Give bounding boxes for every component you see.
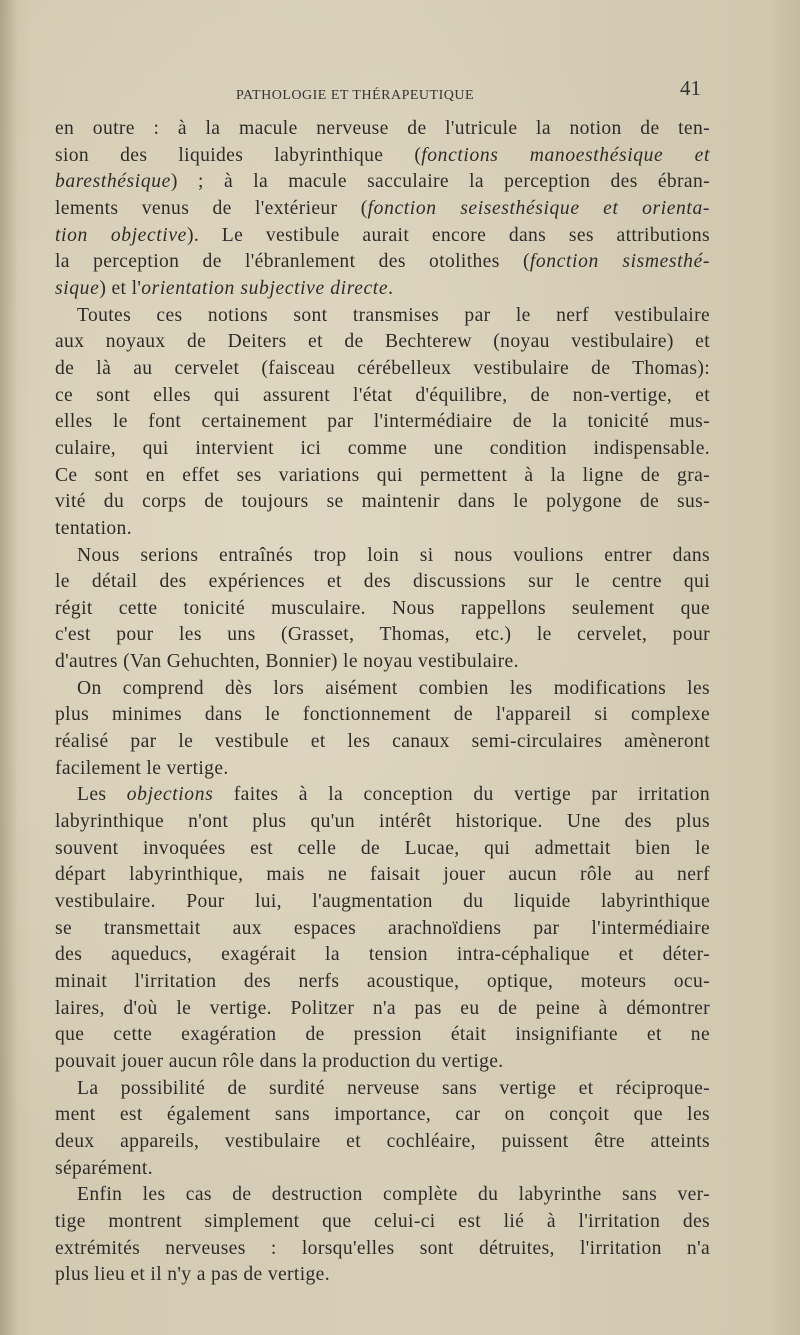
text-line: minait l'irritation des nerfs acoustique, optique, moteurs ocu- [55, 971, 710, 992]
italic-term: orientation subjective directe [141, 277, 389, 299]
text-line: d'autres (Van Gehuchten, Bonnier) le noyau vestibulaire. [55, 651, 519, 673]
text-line: ce sont elles qui assurent l'état d'équilibre, de non-vertige, et [55, 384, 710, 406]
text-line: aux noyaux de Deiters et de Bechterew (noyau vestibulaire) et [55, 331, 710, 353]
text-line: que cette exagération de pression était insignifiante et ne [55, 1024, 710, 1046]
body-text [55, 116, 710, 1289]
italic-term: fonction sismesthé- [529, 251, 710, 273]
text-line: plus minimes dans le fonctionnement de l'appareil si complexe [55, 704, 710, 726]
text-line: tige montrent simplement que celui-ci est lié à l'irritation des [55, 1210, 710, 1232]
text-line: se transmettait aux espaces arachnoïdiens par l'intermédiaire [55, 917, 710, 939]
text-line: c'est pour les uns (Grasset, Thomas, etc.) le cervelet, pour [55, 624, 710, 646]
paragraph-start-line: Enfin les cas de destruction complète du labyrinthe sans ver- [77, 1184, 710, 1206]
text-line: tion objective). Le vestibule aurait encore dans ses attributions [55, 224, 710, 246]
text-line: labyrinthique n'ont plus qu'un intérêt historique. Une des plus [55, 811, 710, 833]
text-line: extrémités nerveuses : lorsqu'elles sont détruites, l'irritation n'a [55, 1237, 710, 1259]
text-line: la perception de l'ébranlement des otolithes (fonction sismesthé- [55, 251, 710, 273]
text-line: sique) et l'orientation subjective directe. [55, 277, 394, 299]
text-line: régit cette tonicité musculaire. Nous rappellons seulement que [55, 597, 710, 619]
text-line: souvent invoquées est celle de Lucae, qui admettait bien le [55, 837, 710, 859]
italic-term: sique [55, 277, 100, 299]
text-line: des aqueducs, exagérait la tension intra-céphalique et déter- [55, 944, 710, 966]
text-line: en outre : à la macule nerveuse de l'utricule la notion de ten- [55, 118, 710, 139]
paragraph-start-line: Nous serions entraînés trop loin si nous voulions entrer dans [77, 544, 710, 566]
italic-term: tion objective [55, 224, 187, 246]
text-line: départ labyrinthique, mais ne faisait jouer aucun rôle au nerf [55, 864, 710, 886]
text-line: laires, d'où le vertige. Politzer n'a pas eu de peine à démontrer [55, 997, 710, 1019]
italic-term: objections [126, 784, 214, 806]
page-gutter-shadow [0, 0, 18, 1335]
paragraph-start-line: Toutes ces notions sont transmises par le nerf vestibulaire [77, 304, 710, 326]
text-line: culaire, qui intervient ici comme une condition indispensable. [55, 437, 710, 459]
text-line: plus lieu et il n'y a pas de vertige. [55, 1264, 330, 1286]
running-title: PATHOLOGIE ET THÉRAPEUTIQUE [236, 88, 475, 103]
text-line: baresthésique) ; à la macule sacculaire la perception des ébran- [55, 171, 710, 193]
text-line: deux appareils, vestibulaire et cochléaire, puissent être atteints [55, 1130, 710, 1152]
paragraph-start-line: Les objections faites à la conception du vertige par irritation [77, 784, 710, 806]
text-line: lements venus de l'extérieur (fonction seisesthésique et orienta- [55, 197, 710, 219]
italic-term: baresthésique [55, 171, 171, 193]
text-line: réalisé par le vestibule et les canaux semi-circulaires amèneront [55, 731, 710, 753]
text-line: ment est également sans importance, car on conçoit que les [55, 1104, 710, 1126]
text-line: séparément. [55, 1157, 153, 1179]
paragraph-start-line: On comprend dès lors aisément combien les modifications les [77, 677, 710, 699]
text-line: le détail des expériences et des discussions sur le centre qui [55, 571, 710, 593]
page-number: 41 [680, 76, 701, 100]
text-line: elles le font certainement par l'intermédiaire de la tonicité mus- [55, 411, 710, 433]
text-line: facilement le vertige. [55, 757, 229, 779]
paragraph-start-line: La possibilité de surdité nerveuse sans vertige et réciproque- [77, 1077, 710, 1099]
text-line: de là au cervelet (faisceau cérébelleux vestibulaire de Thomas): [55, 357, 710, 379]
text-line: vestibulaire. Pour lui, l'augmentation du liquide labyrinthique [55, 891, 710, 913]
text-line: vité du corps de toujours se maintenir dans le polygone de sus- [55, 491, 710, 513]
text-line: sion des liquides labyrinthique (fonctions manoesthésique et [55, 144, 711, 166]
text-line: tentation. [55, 517, 132, 539]
text-line: pouvait jouer aucun rôle dans la production du vertige. [55, 1050, 504, 1072]
italic-term: fonctions manoesthésique et [421, 144, 711, 166]
italic-term: fonction seisesthésique et orienta- [367, 197, 710, 219]
text-line: Ce sont en effet ses variations qui permettent à la ligne de gra- [55, 464, 710, 486]
